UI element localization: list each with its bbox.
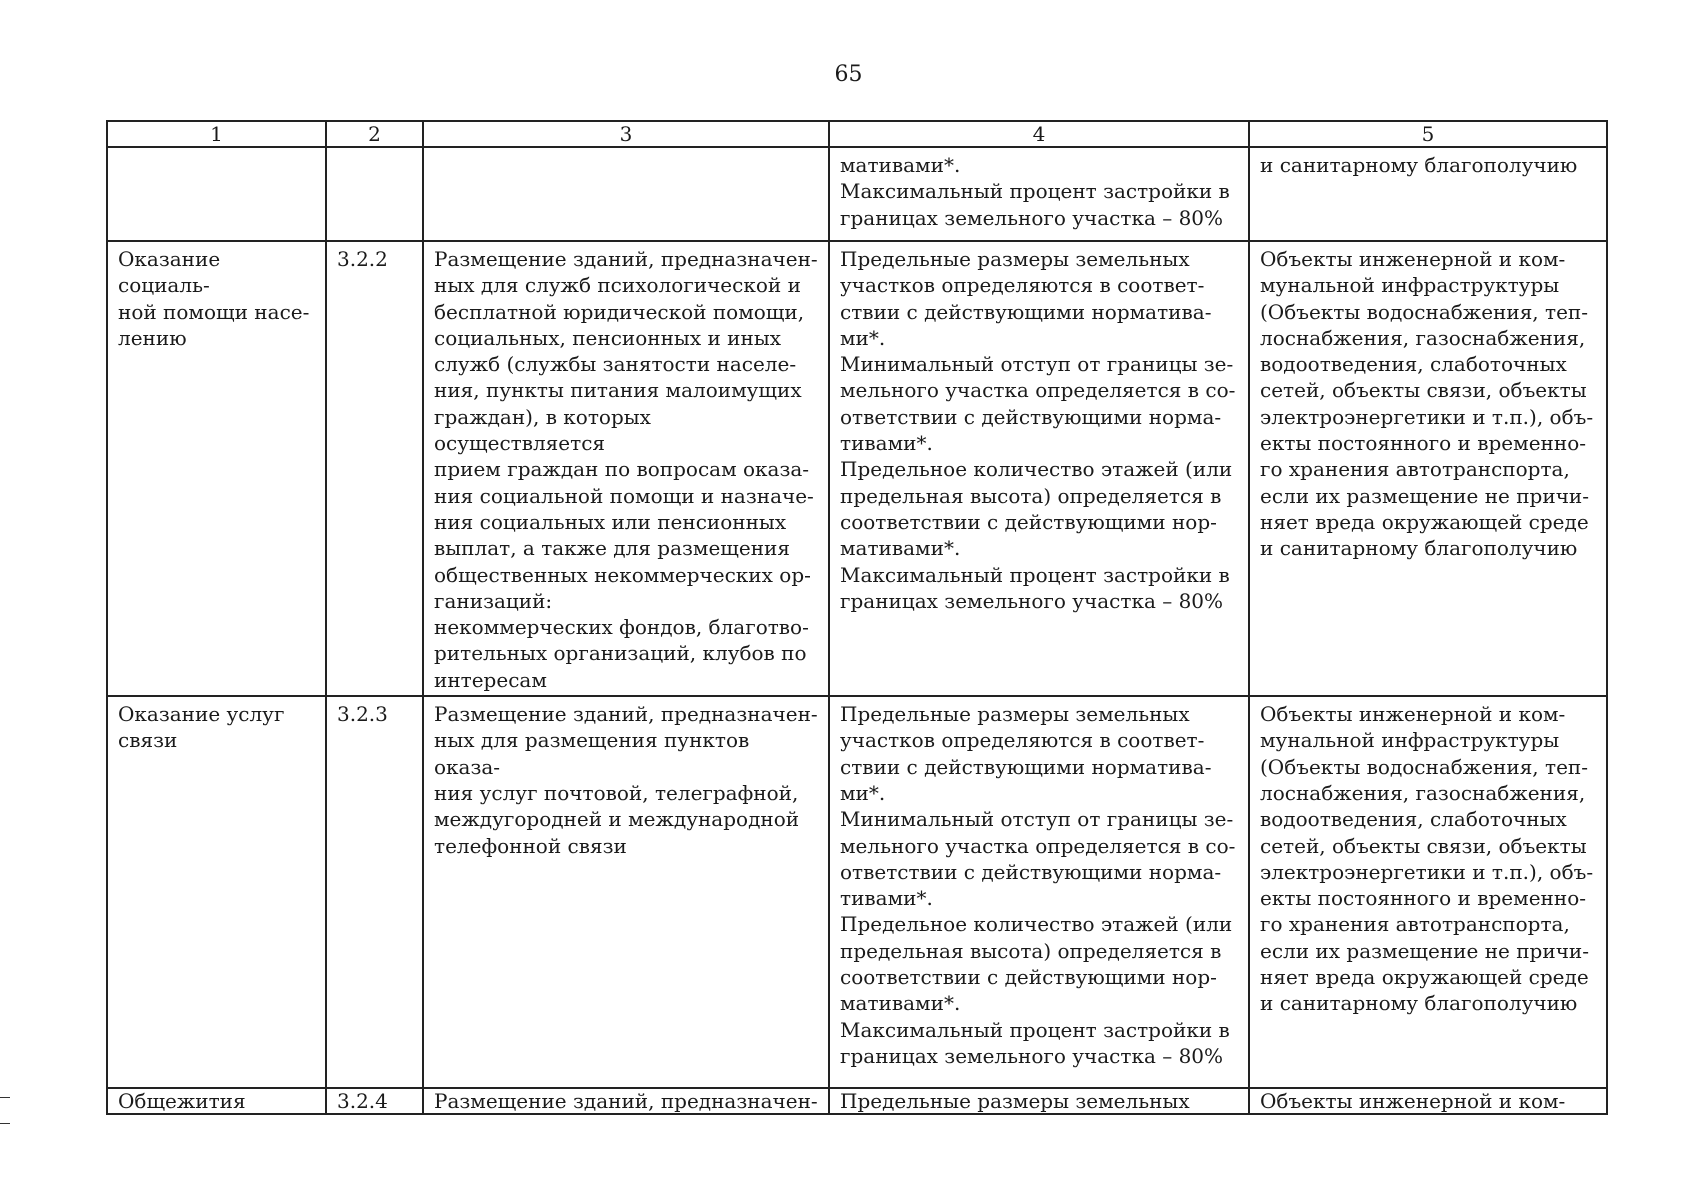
header-row (107, 121, 1607, 147)
land-use-table (106, 120, 1608, 1115)
auxiliary-objects-cell: и санитарному благополучию (1249, 147, 1607, 241)
header-cell-5: 5 (1249, 121, 1607, 147)
use-description-cell: Размещение зданий, предназначен- ных для служб психологической и бесплатной юридической помощи, социальных, пенсионных и иных служб (службы занятости населе- ния, пункты питания малоимущих граждан), в которых осуществляется прием граждан по вопросам оказа- ния социальной помощи и назначе- ния социальных или пенсионных выплат, а также для размещения общественных некоммерческих ор- ганизаций: некоммерческих фондов, благотво- рительных организаций, клубов по интересам (423, 241, 829, 696)
use-code-cell: 3.2.4 (326, 1088, 423, 1114)
auxiliary-objects-cell: Объекты инженерной и ком- мунальной инфраструктуры (Объекты водоснабжения, теп- лоснабжения, газоснабжения, водоотведения, слаботочных сетей, объекты связи, объекты электроэнергетики и т.п.), объ- екты постоянного и временно- го хранения автотранспорта, если их размещение не причи- няет вреда окружающей среде и санитарному благополучию (1249, 241, 1607, 696)
margin-mark-bottom (0, 1123, 10, 1124)
header-cell-3: 3 (423, 121, 829, 147)
parameters-cell: Предельные размеры земельных участков определяются в соответ- ствии с действующими норматива- ми*. Минимальный отступ от границы зе- мельного участка определяется в со- ответствии с действующими норма- тивами*. Предельное количество этажей (или предельная высота) определяется в соответствии с действующими нор- мативами*. Максимальный процент застройки в границах земельного участка – 80% (829, 696, 1249, 1088)
use-name-cell: Общежития (107, 1088, 326, 1114)
use-code-cell: 3.2.2 (326, 241, 423, 696)
use-description-cell: Размещение зданий, предназначен- (423, 1088, 829, 1114)
use-name-cell (107, 147, 326, 241)
header-cell-4: 4 (829, 121, 1249, 147)
margin-mark-top (0, 1097, 10, 1098)
table-row (107, 696, 1607, 1088)
parameters-cell: Предельные размеры земельных участков определяются в соответ- ствии с действующими норматива- ми*. Минимальный отступ от границы зе- мельного участка определяется в со- ответствии с действующими норма- тивами*. Предельное количество этажей (или предельная высота) определяется в соответствии с действующими нор- мативами*. Максимальный процент застройки в границах земельного участка – 80% (829, 241, 1249, 696)
use-description-cell: Размещение зданий, предназначен- ных для размещения пунктов оказа- ния услуг почтовой, телеграфной, междугородней и международной телефонной связи (423, 696, 829, 1088)
use-code-cell (326, 147, 423, 241)
table-row (107, 147, 1607, 241)
table-row (107, 1088, 1607, 1114)
auxiliary-objects-cell: Объекты инженерной и ком- мунальной инфраструктуры (Объекты водоснабжения, теп- лоснабжения, газоснабжения, водоотведения, слаботочных сетей, объекты связи, объекты электроэнергетики и т.п.), объ- екты постоянного и временно- го хранения автотранспорта, если их размещение не причи- няет вреда окружающей среде и санитарному благополучию (1249, 696, 1607, 1088)
use-name-cell: Оказание услуг связи (107, 696, 326, 1088)
parameters-cell: Предельные размеры земельных (829, 1088, 1249, 1114)
page-number: 65 (834, 62, 863, 87)
use-description-cell (423, 147, 829, 241)
use-name-cell: Оказание социаль- ной помощи насе- лению (107, 241, 326, 696)
table-row (107, 241, 1607, 696)
header-cell-1: 1 (107, 121, 326, 147)
use-code-cell: 3.2.3 (326, 696, 423, 1088)
auxiliary-objects-cell: Объекты инженерной и ком- (1249, 1088, 1607, 1114)
header-cell-2: 2 (326, 121, 423, 147)
parameters-cell: мативами*. Максимальный процент застройки в границах земельного участка – 80% (829, 147, 1249, 241)
